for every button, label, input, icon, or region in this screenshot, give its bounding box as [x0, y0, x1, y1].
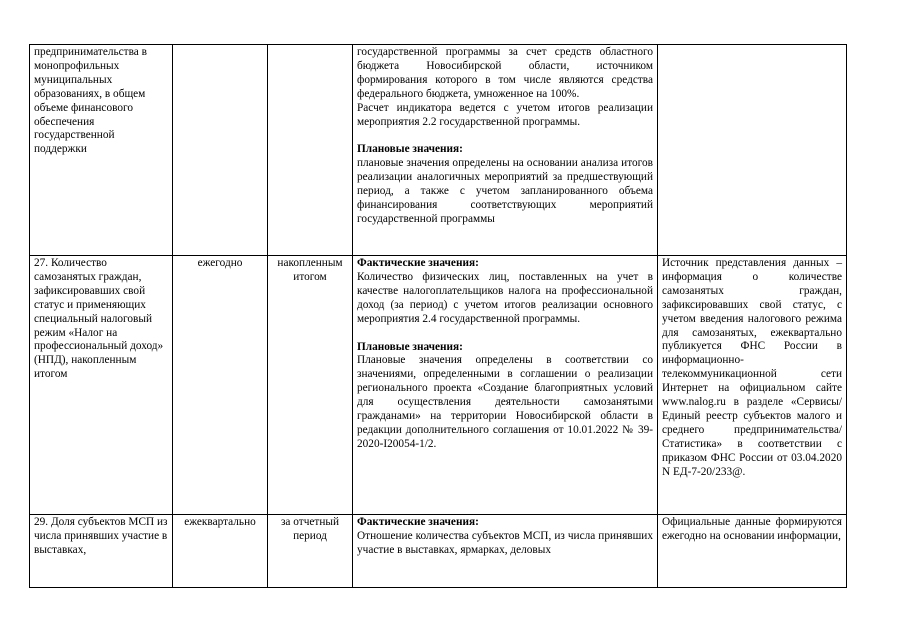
type-text: накопленным итогом: [277, 257, 343, 283]
source-cell: [658, 256, 847, 515]
fact-heading: Фактические значения:: [357, 257, 479, 269]
table-row: [30, 45, 847, 256]
type-cell: [268, 515, 353, 588]
indicator-text: 29. Доля субъектов МСП из числа принявших участие в выставках,: [34, 516, 168, 556]
method-cell: [353, 45, 658, 256]
periodicity-cell: [173, 45, 268, 256]
type-text: за отчетный период: [280, 516, 340, 542]
source-cell: [658, 515, 847, 588]
table-row: [30, 256, 847, 515]
periodicity-text: ежеквартально: [184, 516, 256, 528]
source-cell: [658, 45, 847, 256]
method-paragraph: Расчет индикатора ведется с учетом итогов реализации мероприятия 2.2 государственной программы.: [357, 101, 653, 128]
source-text: Официальные данные формируются ежегодно на основании информации,: [662, 516, 842, 542]
method-paragraph: государственной программы за счет средств областного бюджета Новосибирской области, источником формирования которого в том числе являются средства федерального бюджета, умноженное на 100%.: [357, 46, 653, 100]
plan-text: плановые значения определены на основании анализа итогов реализации аналогичных мероприятий за предшествующий период, а также с учетом запланированного объема финансирования соответствующих мероприятий государственной программы: [357, 157, 653, 225]
indicator-text: 27. Количество самозанятых граждан, зафиксировавших свой статус и применяющих специальный налоговый режим «Налог на профессиональный доход» (НПД), накопленным итогом: [34, 257, 164, 381]
fact-heading: Фактические значения:: [357, 516, 479, 528]
indicator-cell: [30, 45, 173, 256]
indicators-table: [29, 44, 847, 588]
periodicity-cell: [173, 256, 268, 515]
type-cell: [268, 45, 353, 256]
method-cell: [353, 256, 658, 515]
fact-text: Отношение количества субъектов МСП, из числа принявших участие в выставках, ярмарках, деловых: [357, 529, 653, 556]
indicator-cell: [30, 515, 173, 588]
plan-heading: Плановые значения:: [357, 340, 463, 353]
periodicity-cell: [173, 515, 268, 588]
source-text: Источник представления данных – информация о количестве самозанятых граждан, зафиксировавших свой статус, с учетом введения налогового режима для самозанятых, ежеквартально публикуется ФНС России в информационно-телекоммуникационной сети Интернет на официальном сайте www.nalog.ru в разделе «Сервисы/Единый реестр субъектов малого и среднего предпринимательства/ Статистика» в соответствии с приказом ФНС России от 03.04.2020 N ЕД-7-20/233@.: [662, 257, 842, 478]
table-row: [30, 515, 847, 588]
indicator-cell: [30, 256, 173, 515]
method-cell: [353, 515, 658, 588]
plan-text: Плановые значения определены в соответствии со значениями, определенными в соглашении о реализации регионального проекта «Создание благоприятных условий для осуществления деятельности самозанятыми гражданами» на территории Новосибирской области в редакции дополнительного соглашения от 10.01.2022 № 39-2020-I20054-1/2.: [357, 354, 653, 450]
fact-text: Количество физических лиц, поставленных на учет в качестве налогоплательщиков налога на профессиональной доход (за период) с учетом итогов реализации основного мероприятия 2.4 государственной программы.: [357, 270, 653, 325]
type-cell: [268, 256, 353, 515]
periodicity-text: ежегодно: [197, 257, 243, 269]
plan-heading: Плановые значения:: [357, 143, 463, 156]
indicator-text: предпринимательства в монопрофильных муниципальных образованиях, в общем объеме финансового обеспечения государственной поддержки: [34, 46, 147, 156]
